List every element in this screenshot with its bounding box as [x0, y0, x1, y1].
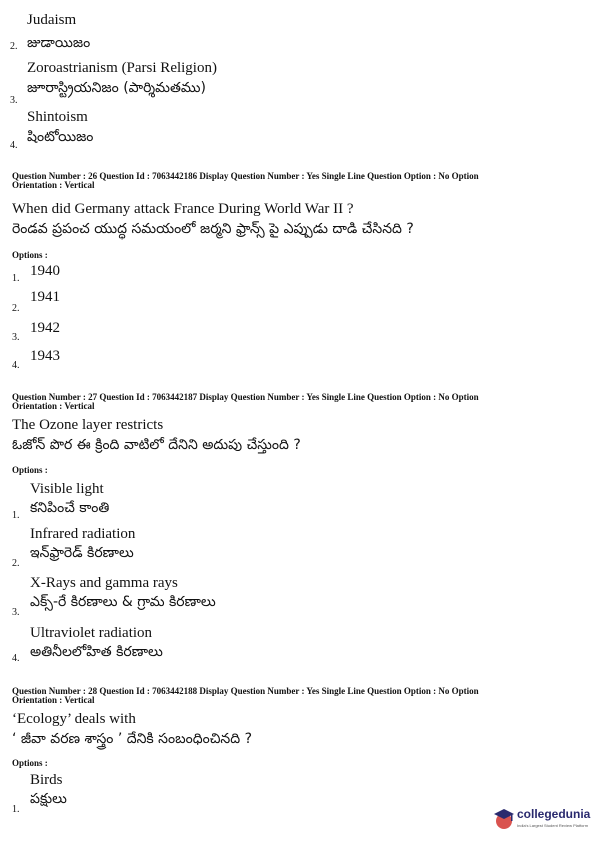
question-meta: Question Number : 26 Question Id : 7063442186 Display Question Number : Yes Single Line Question Option : No Option [12, 171, 479, 181]
option-number: 4. [10, 140, 18, 151]
question-text-en: ‘Ecology’ deals with [12, 711, 136, 727]
option-number: 2. [10, 41, 18, 52]
option-number: 3. [12, 332, 20, 343]
option-number: 1. [12, 510, 20, 521]
option-en: 1943 [30, 348, 60, 364]
options-label: Options : [12, 465, 48, 475]
option-en: Visible light [30, 481, 104, 497]
prev-option-te: షింటోయిజం [27, 129, 94, 145]
logo-tagline: India's Largest Student Review Platform [517, 823, 589, 828]
prev-option-en: Zoroastrianism (Parsi Religion) [27, 60, 217, 76]
option-number: 2. [12, 303, 20, 314]
question-meta: Orientation : Vertical [12, 180, 95, 190]
question-meta: Orientation : Vertical [12, 695, 95, 705]
question-text-te: ‘ జీవా వరణ శాస్త్రం ’ దేనికి సంబంధించినది ? [12, 731, 253, 747]
option-number: 3. [10, 95, 18, 106]
option-te: పక్షులు [30, 791, 67, 807]
question-meta: Orientation : Vertical [12, 401, 95, 411]
option-number: 4. [12, 360, 20, 371]
options-label: Options : [12, 250, 48, 260]
prev-option-en-judaism: Judaism [27, 12, 77, 28]
prev-option-en: Shintoism [27, 109, 88, 125]
option-en: 1942 [30, 320, 60, 336]
prev-option-te: జుడాయిజం [27, 35, 91, 51]
option-number: 4. [12, 653, 20, 664]
option-number: 2. [12, 558, 20, 569]
prev-option-te: జూరాస్ట్రియనిజం (పార్శిమతము) [27, 80, 206, 96]
option-en: Birds [30, 772, 63, 788]
question-text-te: ఓజోన్ పొర ఈ క్రింది వాటిలో దేనిని అదుపు చేస్తుంది ? [12, 437, 301, 453]
option-number: 1. [12, 804, 20, 815]
option-te: కనిపించే కాంతి [30, 500, 110, 516]
option-en: Ultraviolet radiation [30, 625, 153, 641]
option-en: 1940 [30, 263, 60, 279]
option-te: అతినీలలోహిత కిరణాలు [30, 644, 163, 660]
collegedunia-logo [493, 803, 593, 837]
question-text-en: The Ozone layer restricts [12, 417, 164, 433]
option-number: 1. [12, 273, 20, 284]
question-meta: Question Number : 27 Question Id : 7063442187 Display Question Number : Yes Single Line Question Option : No Option [12, 392, 479, 402]
options-label: Options : [12, 758, 48, 768]
option-te: ఇన్‌ఫ్రారెడ్ కిరణాలు [30, 545, 134, 561]
option-en: Infrared radiation [30, 526, 136, 542]
option-te: ఎక్స్-రే కిరణాలు & గ్రామ కిరణాలు [30, 594, 216, 610]
question-text-te: రెండవ ప్రపంచ యుద్ధ సమయంలో జర్మని ఫ్రాన్స్ పై ఎప్పుడు దాడి చేసినది ? [12, 221, 414, 237]
option-number: 3. [12, 607, 20, 618]
logo-name: collegedunia [517, 807, 591, 821]
question-text-en: When did Germany attack France During World War II ? [12, 201, 354, 217]
option-en: X-Rays and gamma rays [30, 575, 178, 591]
graduation-cap-icon [493, 807, 515, 831]
option-en: 1941 [30, 289, 60, 305]
question-meta: Question Number : 28 Question Id : 7063442188 Display Question Number : Yes Single Line Question Option : No Option [12, 686, 479, 696]
